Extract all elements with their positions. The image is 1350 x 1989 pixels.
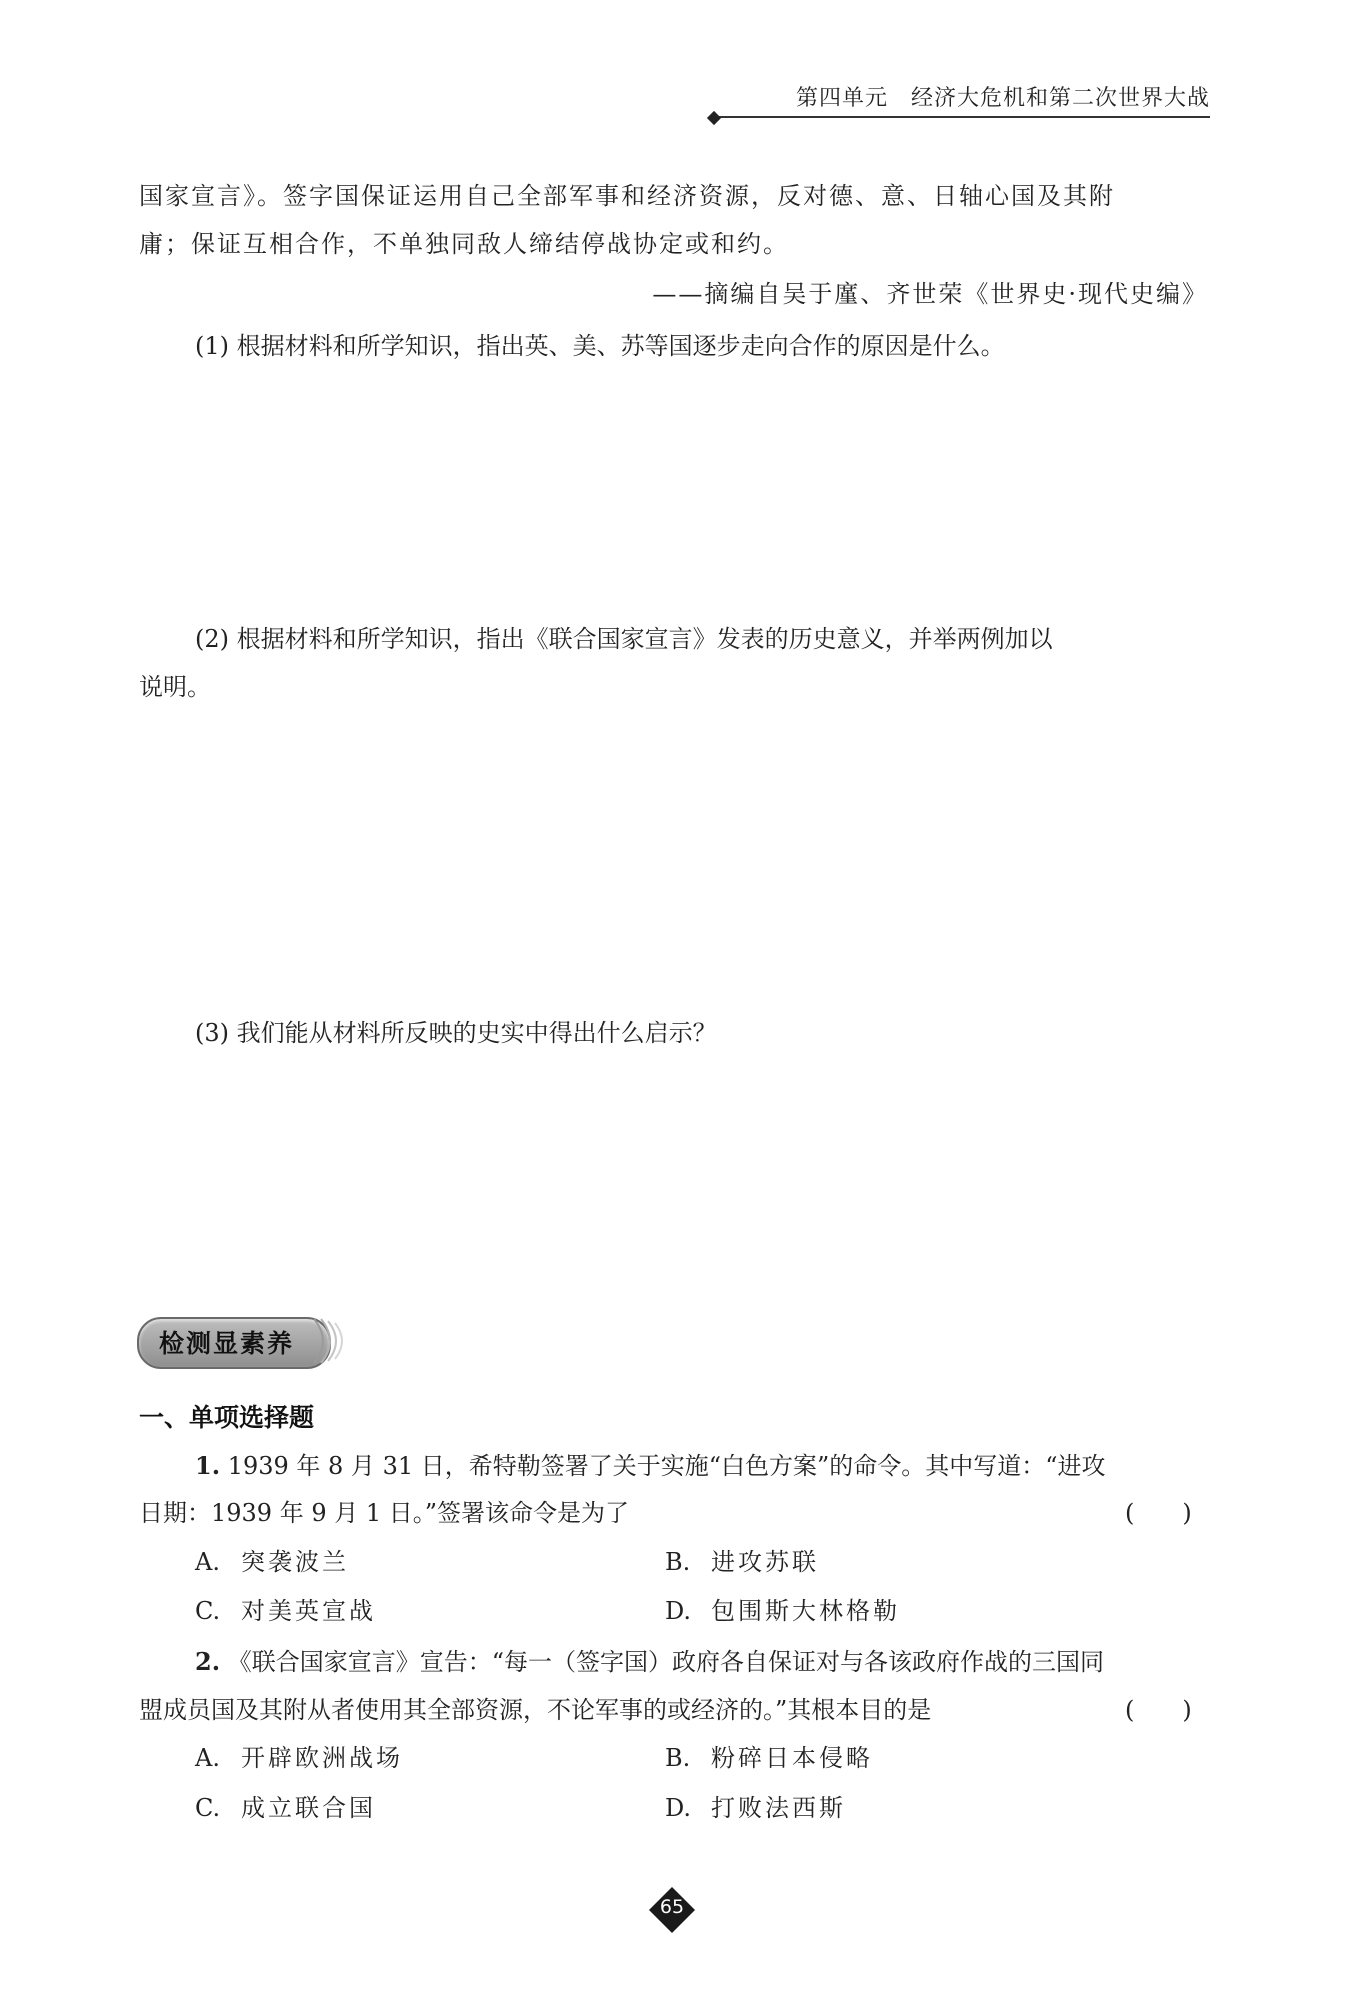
material-line-1: 国家宣言》。签字国保证运用自己全部军事和经济资源，反对德、意、日轴心国及其附: [139, 182, 1115, 210]
section-badge: [137, 1317, 331, 1369]
mc-1-option-b[interactable]: B. 进攻苏联: [665, 1548, 819, 1576]
section-title: 一、单项选择题: [139, 1403, 315, 1432]
answer-blank-1[interactable]: ( ): [1125, 1499, 1192, 1527]
mc-1-option-d[interactable]: D. 包围斯大林格勒: [665, 1597, 900, 1625]
mc-question-1-number: 1.: [195, 1451, 221, 1480]
question-1: (1) 根据材料和所学知识，指出英、美、苏等国逐步走向合作的原因是什么。: [195, 332, 1005, 360]
unit-header: [712, 78, 1210, 118]
question-2-line-2: 说明。: [139, 673, 211, 701]
page-number: 65: [659, 1896, 685, 1918]
question-2-line-1: (2) 根据材料和所学知识，指出《联合国家宣言》发表的历史意义，并举两例加以: [195, 625, 1053, 653]
mc-2-option-b[interactable]: B. 粉碎日本侵略: [665, 1744, 873, 1772]
mc-1-option-a[interactable]: A. 突袭波兰: [195, 1548, 349, 1576]
unit-title: 第四单元 经济大危机和第二次世界大战: [795, 86, 1210, 111]
material-source: ——摘编自吴于廑、齐世荣《世界史·现代史编》: [652, 280, 1208, 308]
mc-2-option-a[interactable]: A. 开辟欧洲战场: [195, 1744, 403, 1772]
page-number-badge: [649, 1887, 695, 1933]
mc-2-option-d[interactable]: D. 打败法西斯: [665, 1794, 846, 1822]
question-3: (3) 我们能从材料所反映的史实中得出什么启示？: [195, 1019, 717, 1047]
mc-question-2-number: 2.: [195, 1647, 221, 1676]
section-badge-label: 检测显素养: [159, 1329, 295, 1358]
diamond-bullet-icon: [707, 111, 721, 125]
mc-question-1-line-1: [195, 1448, 1106, 1484]
mc-question-1-line-2: 日期：1939 年 9 月 1 日。”签署该命令是为了: [139, 1499, 630, 1527]
mc-2-option-c[interactable]: C. 成立联合国: [195, 1794, 376, 1822]
mc-question-2-line-2: 盟成员国及其附从者使用其全部资源，不论军事的或经济的。”其根本目的是: [139, 1696, 932, 1724]
material-line-2: 庸；保证互相合作，不单独同敌人缔结停战协定或和约。: [139, 230, 789, 258]
mc-1-option-c[interactable]: C. 对美英宣战: [195, 1597, 376, 1625]
badge-rings-decoration: [310, 1315, 355, 1367]
mc-question-2-line-1: [195, 1644, 1104, 1680]
answer-blank-2[interactable]: ( ): [1125, 1696, 1192, 1724]
mc-question-1-stem: 1939 年 8 月 31 日，希特勒签署了关于实施“白色方案”的命令。其中写道：“进攻: [227, 1452, 1106, 1480]
mc-question-2-stem: 《联合国家宣言》宣告：“每一（签字国）政府各自保证对与各该政府作战的三国同: [227, 1648, 1104, 1676]
